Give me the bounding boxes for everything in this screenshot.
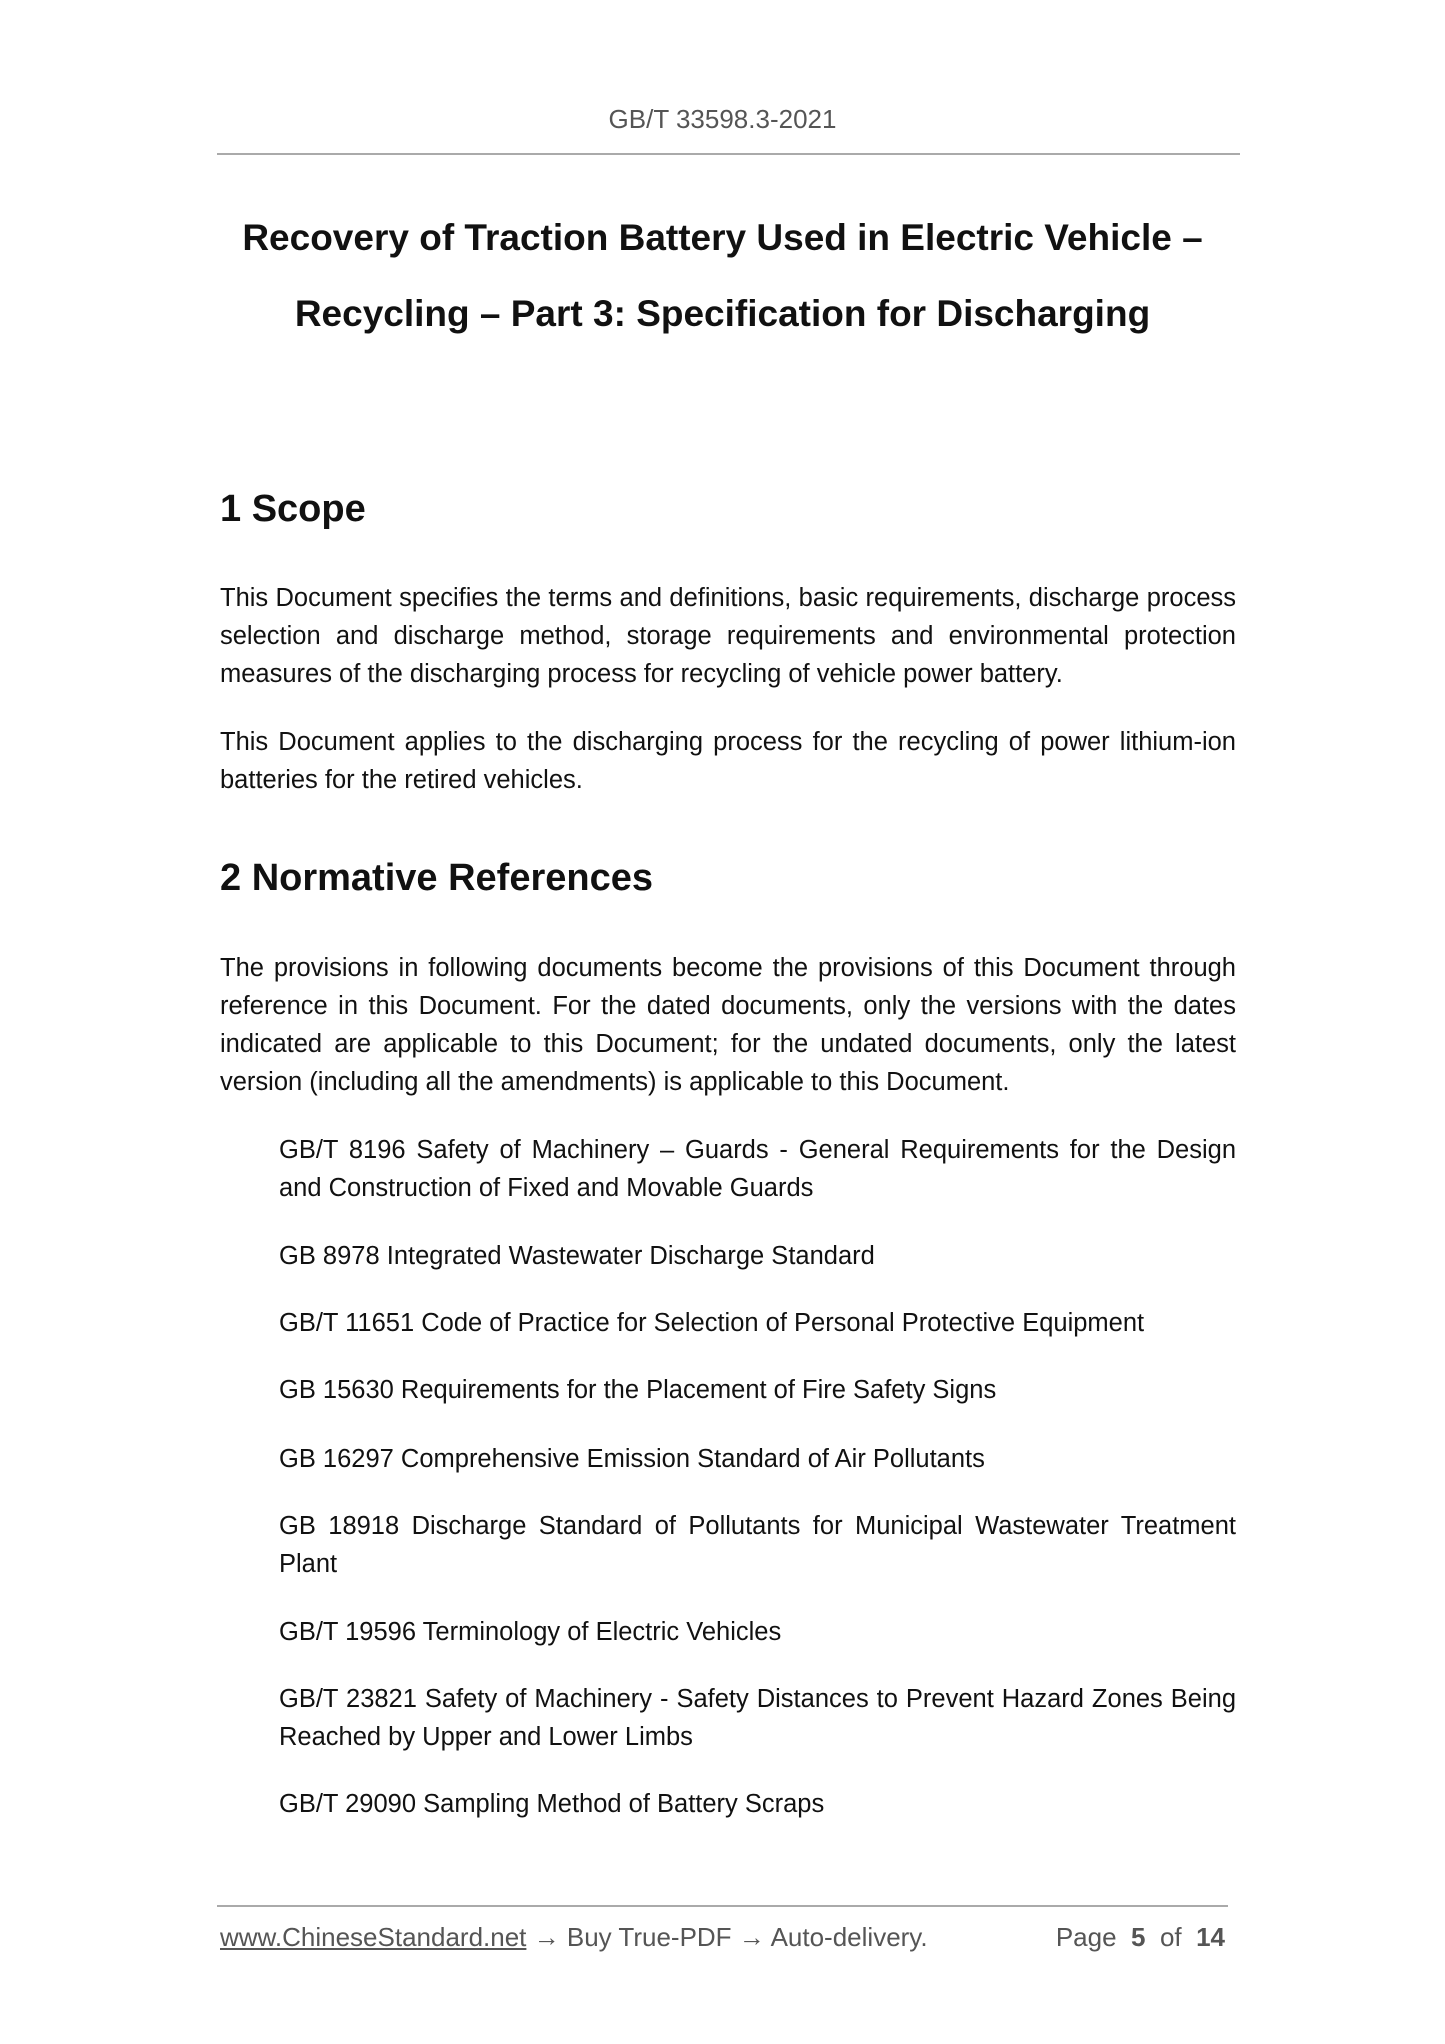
references-intro-paragraph [220,949,1236,1101]
header-divider [217,153,1240,155]
reference-item: GB 16297 Comprehensive Emission Standard of Air Pollutants [279,1445,985,1473]
reference-item: GB 18918 Discharge Standard of Pollutants for Municipal Wastewater Treatment Plant [279,1512,1236,1578]
current-page: 5 [1131,1922,1146,1952]
scope-paragraph-1 [220,579,1236,693]
scope-paragraph-2 [220,723,1236,799]
reference-item: GB/T 29090 Sampling Method of Battery Scraps [279,1790,825,1818]
of-label: of [1159,1922,1182,1952]
page-label: Page [1055,1922,1117,1952]
reference-item: GB/T 8196 Safety of Machinery – Guards - General Requirements for the Design and Construction of Fixed and Movable Guards [279,1136,1236,1202]
footer-promo [220,1922,928,1953]
section-heading-scope: 1 Scope [220,488,366,530]
reference-item: GB/T 23821 Safety of Machinery - Safety Distances to Prevent Hazard Zones Being Reached by Upper and Lower Limbs [279,1685,1236,1751]
footer-divider [217,1905,1228,1907]
section-heading-normative-references: 2 Normative References [220,857,653,899]
title-line-2: Recycling – Part 3: Specification for Discharging [294,293,1151,334]
footer-promo-text: → Buy True-PDF → Auto-delivery. [526,1922,928,1952]
document-title [200,200,1245,352]
chinesestandard-link[interactable]: www.ChineseStandard.net [220,1922,527,1952]
document-number-header: GB/T 33598.3-2021 [608,104,837,134]
title-line-1: Recovery of Traction Battery Used in Electric Vehicle – [242,217,1203,258]
reference-item: GB/T 19596 Terminology of Electric Vehicles [279,1618,782,1646]
paragraph-text: The provisions in following documents become the provisions of this Document through reference in this Document. For the dated documents, only the versions with the dates indicated are applicable to this Document; for the undated documents, only the latest version (including all the amendments) is applicable to this Document. [220,954,1236,1096]
page-indicator [1056,1922,1225,1953]
reference-item: GB/T 11651 Code of Practice for Selection of Personal Protective Equipment [279,1309,1145,1337]
reference-item: GB 8978 Integrated Wastewater Discharge Standard [279,1242,875,1270]
paragraph-text: This Document specifies the terms and definitions, basic requirements, discharge process selection and discharge method, storage requirements and environmental protection measures of the discharging process for recycling of vehicle power battery. [220,584,1236,688]
reference-item: GB 15630 Requirements for the Placement of Fire Safety Signs [279,1376,997,1404]
paragraph-text: This Document applies to the discharging process for the recycling of power lithium-ion batteries for the retired vehicles. [220,728,1236,794]
total-pages: 14 [1196,1922,1225,1952]
